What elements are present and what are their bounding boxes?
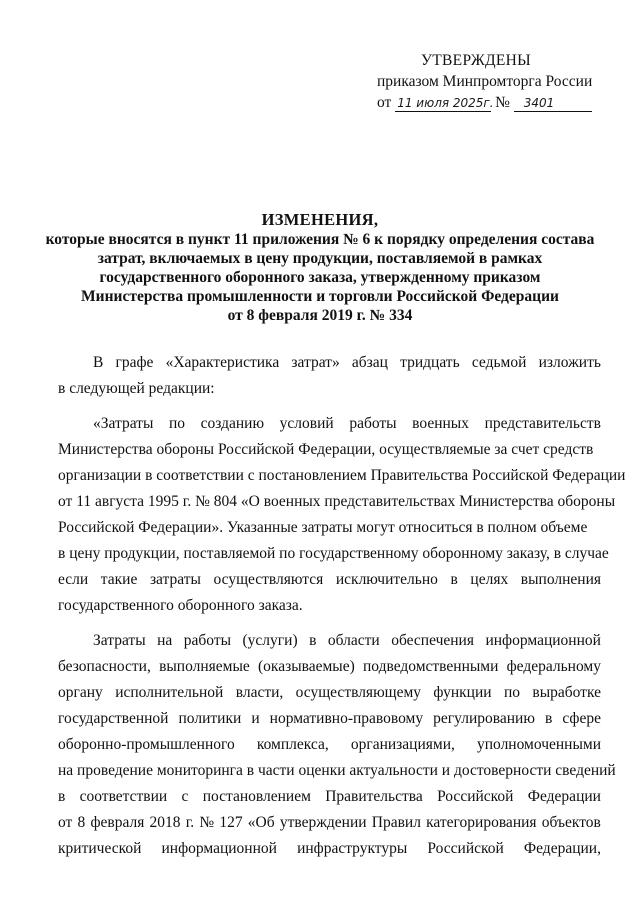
heading-line: государственного оборонного заказа, утвержденному приказом [99, 269, 541, 286]
paragraph2-line3: организации в соответствии с постановлением Правительства Российской Федерации [58, 467, 626, 484]
approval-date-line [377, 92, 617, 113]
paragraph1-line2: в следующей редакции: [58, 380, 215, 397]
paragraph2-line5: Российской Федерации». Указанные затраты могут относиться в полном объеме [58, 519, 588, 536]
approval-order-line: приказом Минпромторга России [377, 73, 593, 90]
number-label: № [495, 94, 510, 111]
paragraph2-line1: «Затраты по созданию условий работы военных представительств [93, 415, 601, 432]
paragraph3-line2: безопасности, выполняемые (оказываемые) подведомственными федеральному [58, 658, 601, 675]
paragraph1-line1: В графе «Характеристика затрат» абзац тридцать седьмой изложить [93, 354, 601, 371]
paragraph2-line6: в цену продукции, поставляемой по государственному оборонному заказу, в случае [58, 545, 609, 562]
document-body [58, 350, 626, 862]
paragraph2-line2: Министерства обороны Российской Федерации, осуществляемые за счет средств [58, 441, 594, 458]
handwritten-number: 3401 [514, 96, 592, 112]
handwritten-date: 11 июля 2025г. [397, 96, 494, 110]
paragraph3-line1: Затраты на работы (услуги) в области обеспечения информационной [93, 632, 601, 649]
paragraph3-line5: оборонно-промышленного комплекса, организациями, уполномоченными [58, 736, 601, 753]
paragraph3-line9: критической информационной инфраструктуры Российской Федерации, [58, 840, 601, 857]
paragraph2-line7: если такие затраты осуществляются исключительно в целях выполнения [58, 571, 601, 588]
paragraph3-line6: на проведение мониторинга в части оценки актуальности и достоверности сведений [58, 762, 616, 779]
paragraph2-line4: от 11 августа 1995 г. № 804 «О военных представительствах Министерства обороны [58, 493, 616, 510]
paragraph2-line8: государственного оборонного заказа. [58, 597, 303, 614]
paragraph3-line4: государственной политики и нормативно-правовому регулированию в сфере [58, 710, 601, 727]
heading-line: от 8 февраля 2019 г. № 334 [227, 307, 413, 324]
heading-line: затрат, включаемых в цену продукции, поставляемой в рамках [97, 250, 543, 267]
document-heading [20, 210, 620, 325]
paragraph3-line8: от 8 февраля 2018 г. № 127 «Об утверждении Правил категорирования объектов [58, 814, 601, 831]
heading-line: которые вносятся в пункт 11 приложения № 6 к порядку определения состава [45, 231, 595, 248]
paragraph3-line7: в соответствии с постановлением Правительства Российской Федерации [58, 788, 601, 805]
paragraph3-line3: органу исполнительной власти, осуществляющему функции по выработке [58, 684, 601, 701]
from-label: от [377, 94, 392, 111]
approval-block [377, 50, 617, 113]
heading-line: Министерства промышленности и торговли Российской Федерации [81, 288, 559, 305]
approval-title: УТВЕРЖДЕНЫ [421, 52, 531, 69]
heading-title: ИЗМЕНЕНИЯ, [261, 210, 379, 229]
